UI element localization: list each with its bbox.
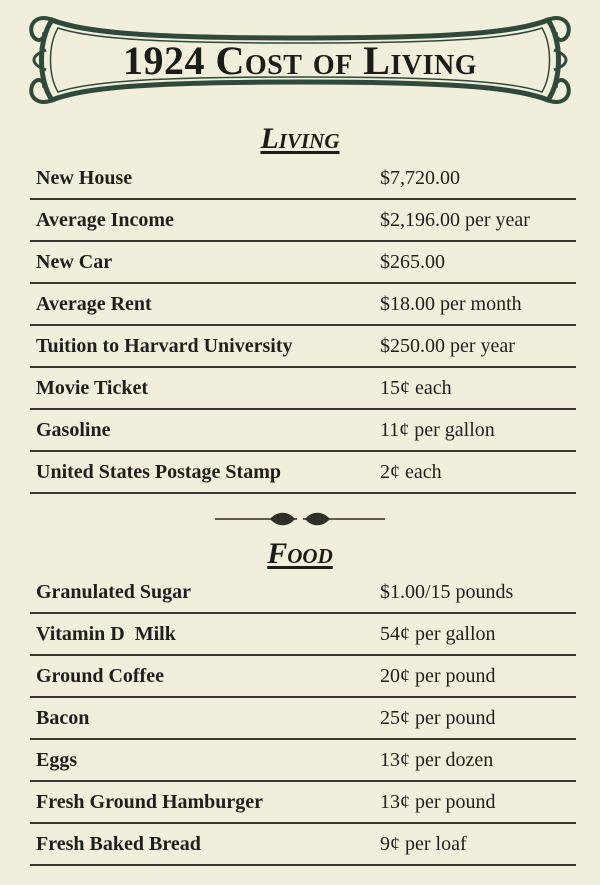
- section-heading-living: Living: [260, 122, 340, 155]
- item-price: $250.00 per year: [380, 334, 515, 357]
- page-title: 1924 Cost of Living: [123, 37, 477, 83]
- list-item: [30, 410, 576, 452]
- item-name: Tuition to Harvard University: [36, 334, 293, 357]
- item-price: $2,196.00 per year: [380, 208, 530, 231]
- item-price: 11¢ per gallon: [380, 418, 495, 441]
- list-item: [30, 614, 576, 656]
- list-item: [30, 698, 576, 740]
- list-item: [30, 368, 576, 410]
- item-name: Granulated Sugar: [36, 580, 192, 603]
- list-item: [30, 158, 576, 200]
- list-item: [30, 824, 576, 866]
- item-price: 20¢ per pound: [380, 664, 496, 687]
- item-name: New Car: [36, 250, 113, 273]
- section-heading-food: Food: [267, 537, 333, 570]
- item-price: 9¢ per loaf: [380, 832, 467, 855]
- ornamental-flourish-icon: [215, 508, 385, 530]
- item-name: Vitamin D Milk: [36, 622, 176, 645]
- item-name: Average Income: [36, 208, 174, 231]
- item-price: 13¢ per dozen: [380, 748, 494, 771]
- item-price: $7,720.00: [380, 166, 460, 189]
- list-item: [30, 200, 576, 242]
- item-name: Gasoline: [36, 418, 111, 441]
- list-item: [30, 572, 576, 614]
- list-item: [30, 284, 576, 326]
- food-list: [30, 572, 576, 866]
- item-price: 15¢ each: [380, 376, 452, 399]
- item-name: Movie Ticket: [36, 376, 149, 399]
- item-price: $265.00: [380, 250, 445, 273]
- list-item: [30, 242, 576, 284]
- item-name: Average Rent: [36, 292, 152, 315]
- item-name: Ground Coffee: [36, 664, 164, 687]
- living-list: [30, 158, 576, 494]
- list-item: [30, 740, 576, 782]
- title-banner: [22, 10, 578, 110]
- item-name: Fresh Baked Bread: [36, 832, 201, 855]
- item-price: 54¢ per gallon: [380, 622, 496, 645]
- item-name: United States Postage Stamp: [36, 460, 281, 483]
- item-price: $1.00/15 pounds: [380, 580, 514, 603]
- item-price: 2¢ each: [380, 460, 442, 483]
- item-price: $18.00 per month: [380, 292, 522, 315]
- list-item: [30, 656, 576, 698]
- item-name: New House: [36, 166, 133, 189]
- item-price: 25¢ per pound: [380, 706, 496, 729]
- list-item: [30, 782, 576, 824]
- list-item: [30, 326, 576, 368]
- item-name: Fresh Ground Hamburger: [36, 790, 264, 813]
- item-name: Eggs: [36, 748, 78, 771]
- item-name: Bacon: [36, 706, 90, 729]
- list-item: [30, 452, 576, 494]
- item-price: 13¢ per pound: [380, 790, 496, 813]
